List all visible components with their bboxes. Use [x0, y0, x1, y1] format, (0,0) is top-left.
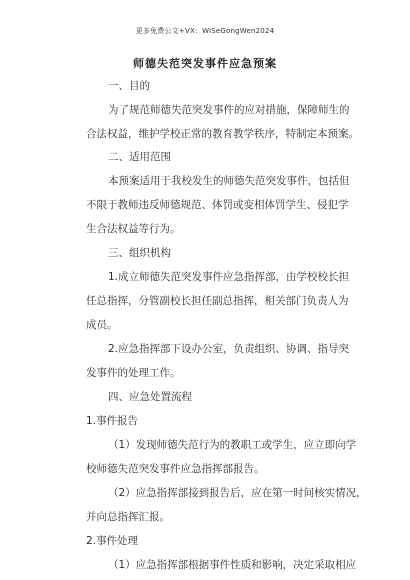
paragraph-line: 1.成立师德失范突发事件应急指挥部，由学校校长担 [108, 271, 350, 283]
paragraph-line: 生合法权益等行为。 [86, 223, 181, 235]
paragraph-line: 为了规范师德失范突发事件的应对措施，保障师生的 [108, 104, 350, 116]
section-heading-purpose: 一、目的 [108, 80, 150, 92]
paragraph-line: 本预案适用于我校发生的师德失范突发事件，包括但 [108, 175, 350, 187]
subsection-heading-handling: 2.事件处理 [86, 535, 139, 547]
paragraph-line: 发事件的处理工作。 [86, 367, 181, 379]
paragraph-line: 成员。 [86, 319, 118, 331]
paragraph-line: （1）应急指挥部根据事件性质和影响，决定采取相应 [108, 559, 357, 571]
section-heading-organization: 三、组织机构 [108, 247, 171, 259]
paragraph-line: 校师德失范突发事件应急指挥部报告。 [86, 463, 265, 475]
paragraph-line: （2）应急指挥部接到报告后，应在第一时间核实情况， [108, 487, 367, 499]
paragraph-line: （1）发现师德失范行为的教职工或学生，应立即向学 [108, 439, 357, 451]
paragraph-line: 合法权益，维护学校正常的教育教学秩序，特制定本预案。 [86, 128, 359, 140]
subsection-heading-report: 1.事件报告 [86, 415, 139, 427]
header-note: 更多免费公文+VX：WiSeGongWen2024 [135, 27, 275, 35]
paragraph-line: 并向总指挥汇报。 [86, 511, 170, 523]
document-title: 师德失范突发事件应急预案 [133, 57, 277, 70]
paragraph-line: 2.应急指挥部下设办公室，负责组织、协调、指导突 [108, 343, 350, 355]
paragraph-line: 不限于教师违反师德规范、体罚或变相体罚学生、侵犯学 [86, 199, 349, 211]
paragraph-line: 任总指挥，分管副校长担任副总指挥，相关部门负责人为 [86, 295, 349, 307]
section-heading-procedure: 四、应急处置流程 [108, 391, 192, 403]
section-heading-scope: 二、适用范围 [108, 151, 171, 163]
